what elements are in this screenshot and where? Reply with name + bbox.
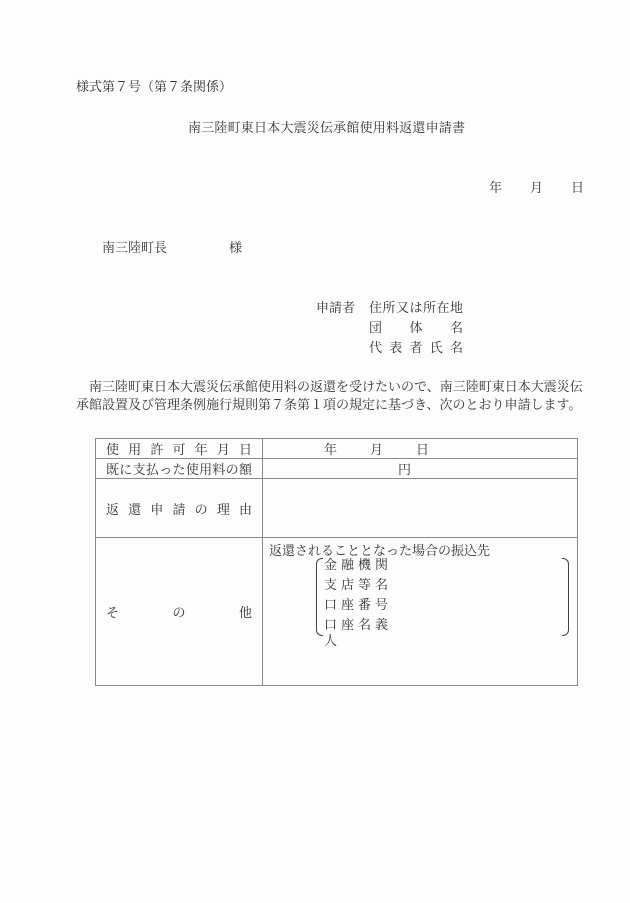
applicant-address-label: 住所又は所在地 xyxy=(369,301,463,316)
date-month: 月 xyxy=(530,181,544,196)
other-label: その他 xyxy=(96,538,263,686)
account-holder-label: 口座名義人 xyxy=(324,618,388,649)
paid-fee-field[interactable]: 円 xyxy=(263,459,578,479)
form-number: 様式第７号（第７条関係） xyxy=(76,80,233,95)
addressee-name: 南三陸町長 xyxy=(102,241,168,256)
date-day: 日 xyxy=(571,181,585,196)
applicant-representative-label: 代表者氏名 xyxy=(369,341,463,356)
paid-fee-label: 既に支払った使用料の額 xyxy=(96,459,263,479)
applicant-organization-label: 団体名 xyxy=(369,321,463,336)
permit-day: 日 xyxy=(416,443,430,458)
table-row-paid-fee xyxy=(96,459,578,479)
permit-date-field[interactable] xyxy=(263,439,578,459)
account-number-label: 口座番号 xyxy=(324,598,388,613)
left-bracket-icon xyxy=(316,558,323,636)
applicant-label: 申請者 xyxy=(316,301,356,316)
date-line xyxy=(489,181,584,197)
permit-month: 月 xyxy=(370,443,384,458)
table-row-permit-date xyxy=(96,439,578,459)
bank-name-label: 金融機関 xyxy=(324,558,388,573)
table-row-refund-reason xyxy=(96,479,578,538)
permit-year: 年 xyxy=(324,443,338,458)
addressee xyxy=(102,241,242,257)
date-year: 年 xyxy=(489,181,503,196)
permit-date-label: 使用許可年月日 xyxy=(96,439,263,459)
transfer-destination-heading: 返還されることとなった場合の振込先 xyxy=(269,544,491,559)
other-field[interactable] xyxy=(263,538,578,686)
refund-reason-label: 返還申請の理由 xyxy=(96,479,263,538)
bank-account-block xyxy=(316,558,569,649)
document-title: 南三陸町東日本大震災伝承館使用料返還申請書 xyxy=(188,121,466,136)
branch-name-label: 支店等名 xyxy=(324,578,388,593)
application-statement: 南三陸町東日本大震災伝承館使用料の返還を受けたいので、南三陸町東日本大震災伝承館設置及び管理条例施行規則第７条第１項の規定に基づき、次のとおり申請します。 xyxy=(76,380,583,413)
application-table xyxy=(95,438,578,686)
applicant-fields xyxy=(369,301,463,361)
right-bracket-icon xyxy=(562,558,569,636)
table-row-other xyxy=(96,538,578,686)
addressee-honorific: 様 xyxy=(229,241,243,256)
refund-reason-field[interactable] xyxy=(263,479,578,538)
